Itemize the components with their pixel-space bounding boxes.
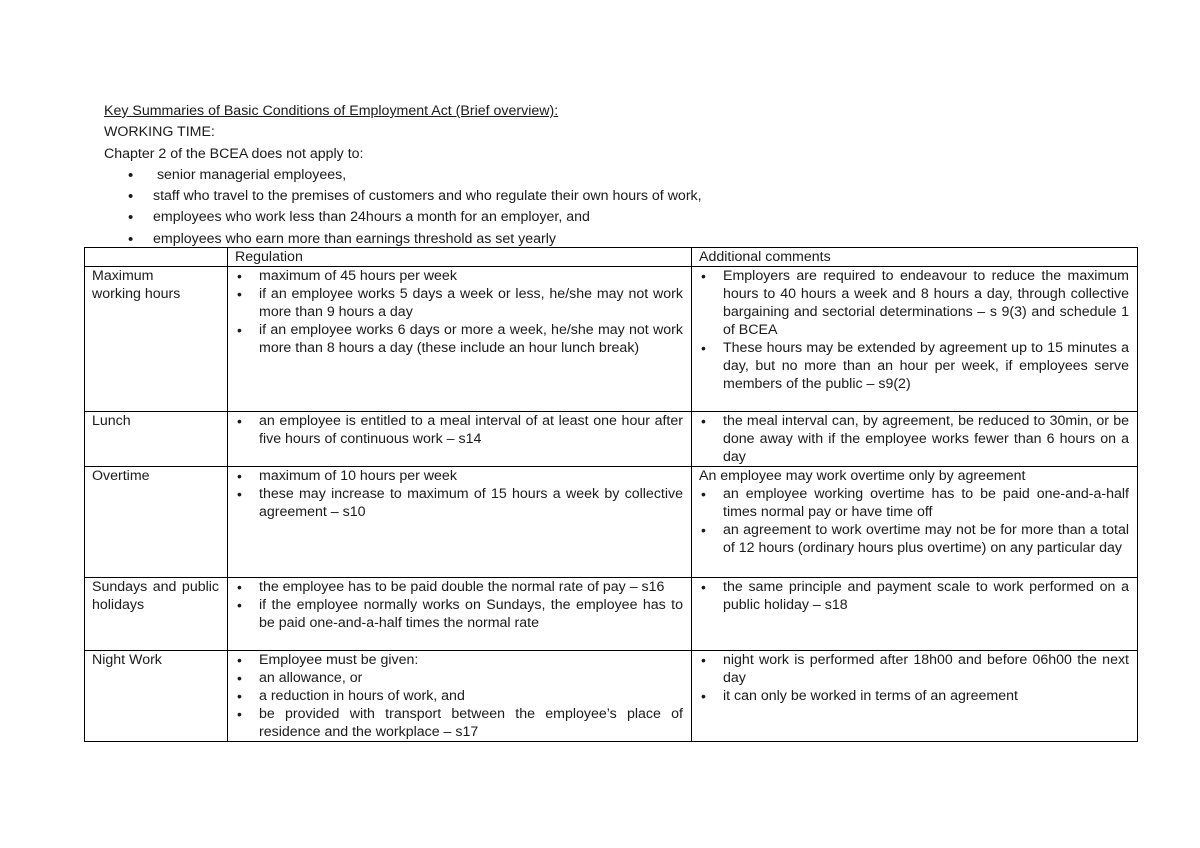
regulation-cell	[228, 467, 692, 578]
list-item: • Employers are required to endeavour to reduce the maximum hours to 40 hours a week and 8 hours a day, through collective bargaining and sectorial determinations – s 9(3) and schedule 1 of BCEA	[699, 267, 1129, 339]
intro-section	[104, 101, 1124, 250]
row-label: Overtime	[85, 467, 228, 578]
list-item: • an allowance, or	[235, 669, 683, 687]
list-item: • an employee working overtime has to be paid one-and-a-half times normal pay or have time off	[699, 485, 1129, 521]
list-item: • if an employee works 6 days or more a week, he/she may not work more than 8 hours a day (these include an hour lunch break)	[235, 321, 683, 357]
comments-cell	[692, 578, 1138, 651]
list-item: • an employee is entitled to a meal interval of at least one hour after five hours of continuous work – s14	[235, 412, 683, 448]
list-item: • if the employee normally works on Sundays, the employee has to be paid one-and-a-half times the normal rate	[235, 596, 683, 632]
list-item: • These hours may be extended by agreement up to 15 minutes a day, but no more than an hour per week, if employees serve members of the public – s9(2)	[699, 339, 1129, 393]
comments-cell	[692, 467, 1138, 578]
row-label: Sundays and public holidays	[85, 578, 228, 651]
list-item: • the employee has to be paid double the normal rate of pay – s16	[235, 578, 683, 596]
table-row	[85, 267, 1138, 412]
regulation-cell	[228, 267, 692, 412]
list-item: • maximum of 45 hours per week	[235, 267, 683, 285]
row-label: Maximum working hours	[85, 267, 228, 412]
section-heading: WORKING TIME:	[104, 124, 215, 141]
list-item: • maximum of 10 hours per week	[235, 467, 683, 485]
list-item: • if an employee works 5 days a week or less, he/she may not work more than 9 hours a day	[235, 285, 683, 321]
comments-cell	[692, 267, 1138, 412]
list-item: • the meal interval can, by agreement, be reduced to 30min, or be done away with if the employee works fewer than 6 hours on a day	[699, 412, 1129, 466]
list-item: • the same principle and payment scale to work performed on a public holiday – s18	[699, 578, 1129, 614]
regulation-cell	[228, 412, 692, 467]
list-item: • a reduction in hours of work, and	[235, 687, 683, 705]
row-label: Lunch	[85, 412, 228, 467]
comments-cell	[692, 412, 1138, 467]
regulation-cell	[228, 651, 692, 742]
table-header-row	[85, 248, 1138, 267]
header-cell-regulation: Regulation	[228, 248, 692, 267]
exclusion-item: • employees who earn more than earnings threshold as set yearly	[104, 229, 1124, 250]
table-row	[85, 467, 1138, 578]
list-item: • an agreement to work overtime may not be for more than a total of 12 hours (ordinary hours plus overtime) on any particular day	[699, 521, 1129, 557]
list-item: • be provided with transport between the employee’s place of residence and the workplace – s17	[235, 705, 683, 741]
list-item: • night work is performed after 18h00 and before 06h00 the next day	[699, 651, 1129, 687]
exclusion-item: • employees who work less than 24hours a month for an employer, and	[104, 207, 1124, 228]
document-title: Key Summaries of Basic Conditions of Employment Act (Brief overview):	[104, 103, 559, 119]
exclusion-item: • senior managerial employees,	[104, 165, 1124, 186]
list-item: • it can only be worked in terms of an agreement	[699, 687, 1129, 705]
header-cell-empty	[85, 248, 228, 267]
table-row	[85, 578, 1138, 651]
working-time-table	[84, 247, 1138, 742]
list-item: • Employee must be given:	[235, 651, 683, 669]
row-label: Night Work	[85, 651, 228, 742]
comments-intro: An employee may work overtime only by agreement	[699, 468, 1026, 484]
regulation-cell	[228, 578, 692, 651]
lead-sentence: Chapter 2 of the BCEA does not apply to:	[104, 145, 364, 162]
table-row	[85, 651, 1138, 742]
table-row	[85, 412, 1138, 467]
comments-cell	[692, 651, 1138, 742]
header-cell-comments: Additional comments	[692, 248, 1138, 267]
exclusions-list	[104, 165, 1124, 250]
exclusion-item: • staff who travel to the premises of customers and who regulate their own hours of work,	[104, 186, 1124, 207]
list-item: • these may increase to maximum of 15 hours a week by collective agreement – s10	[235, 485, 683, 521]
